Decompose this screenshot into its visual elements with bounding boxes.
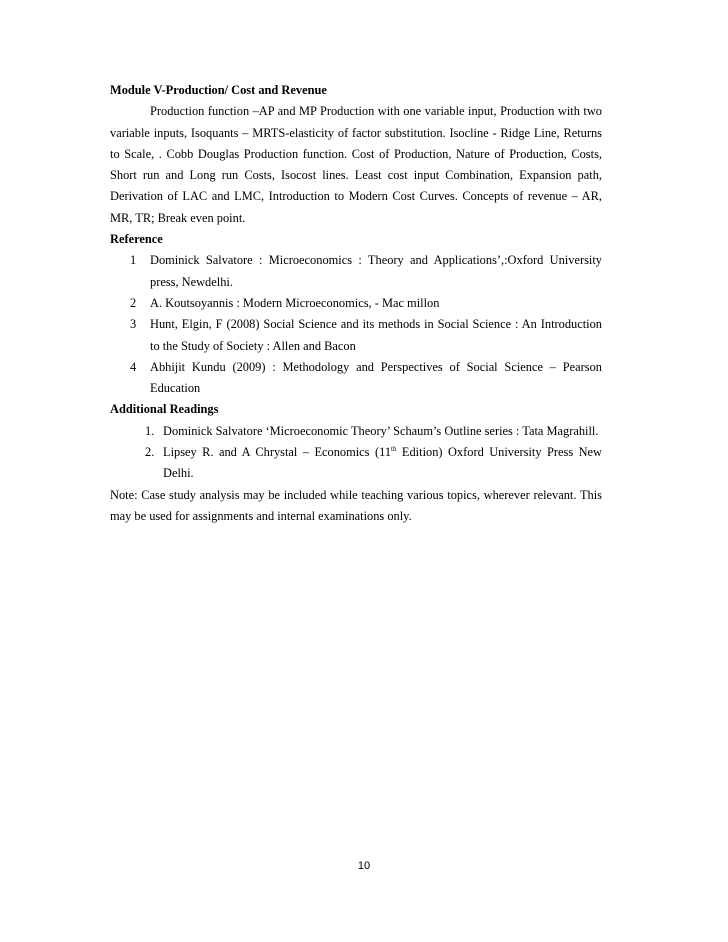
additional-reading-text-end: Edition) Oxford University Press New Delhi. bbox=[163, 445, 602, 481]
additional-reading-number: 1. bbox=[145, 423, 155, 438]
reference-number: 3 bbox=[130, 317, 137, 332]
module-heading: Module V-Production/ Cost and Revenue bbox=[110, 83, 327, 97]
additional-readings-heading: Additional Readings bbox=[110, 402, 219, 417]
reference-item bbox=[110, 314, 602, 357]
reference-number: 4 bbox=[130, 359, 137, 374]
additional-reading-item bbox=[110, 421, 602, 442]
module-body: Production function –AP and MP Production with one variable input, Production with two variable inputs, Isoquants – MRTS-elasticity of factor substitution. Isocline - Ridge Line, Returns to Scale, . Cobb Douglas Production function. Cost of Production, Nature of Production, Costs, Short run and Long run Costs, Isocost lines. Least cost input Combination, Expansion path, Derivation of LAC and LMC, Introduction to Modern Cost Curves. Concepts of revenue – AR, MR, TR; Break even point. bbox=[110, 104, 602, 225]
reference-number: 2 bbox=[130, 295, 137, 310]
reference-list bbox=[110, 250, 602, 399]
additional-reading-number: 2. bbox=[145, 445, 155, 460]
reference-item bbox=[110, 293, 602, 314]
additional-reading-text: Dominick Salvatore ‘Microeconomic Theory’ Schaum’s Outline series : Tata Magrahill. bbox=[163, 423, 599, 438]
reference-item bbox=[110, 357, 602, 400]
reference-item bbox=[110, 250, 602, 293]
additional-reading-text-start: Lipsey R. and A Chrystal – Economics (11 bbox=[163, 445, 392, 460]
reference-text: A. Koutsoyannis : Modern Microeconomics, - Mac millon bbox=[150, 295, 440, 310]
reference-text: Abhijit Kundu (2009) : Methodology and Perspectives of Social Science – Pearson Education bbox=[150, 359, 602, 396]
reference-number: 1 bbox=[130, 253, 137, 268]
note-paragraph: Note: Case study analysis may be included while teaching various topics, wherever relevant. This may be used for assignments and internal examinations only. bbox=[110, 487, 602, 523]
document-body bbox=[110, 80, 602, 527]
page-number: 10 bbox=[357, 860, 371, 872]
reference-heading: Reference bbox=[110, 232, 163, 247]
reference-text: Hunt, Elgin, F (2008) Social Science and its methods in Social Science : An Introduction to the Study of Society : Allen and Bacon bbox=[150, 317, 602, 353]
superscript-th: th bbox=[391, 444, 397, 453]
reference-text: Dominick Salvatore : Microeconomics : Theory and Applications’,:Oxford University press, Newdelhi. bbox=[150, 253, 602, 289]
additional-readings-list bbox=[110, 421, 602, 485]
additional-reading-item bbox=[110, 442, 602, 485]
